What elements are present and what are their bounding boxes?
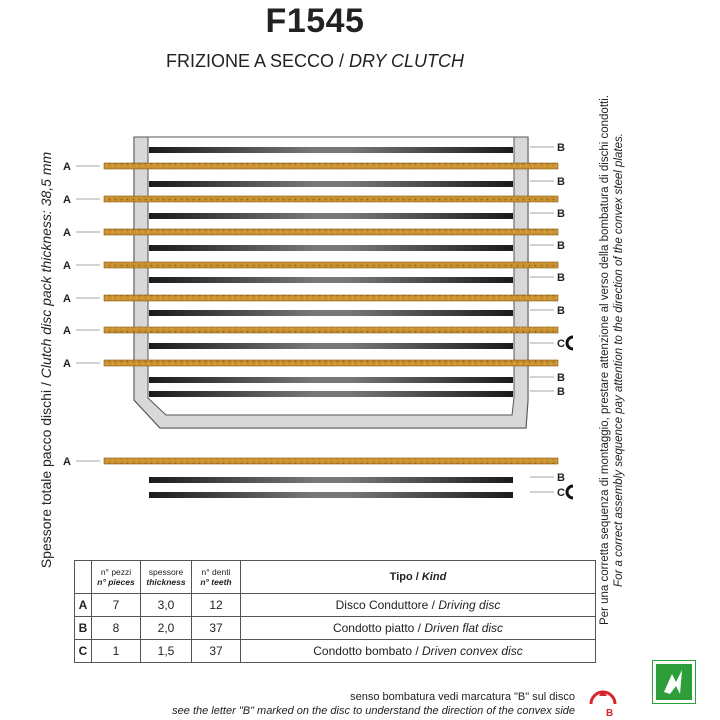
header-thickness bbox=[141, 561, 192, 594]
row-kind-en: Driving disc bbox=[438, 598, 501, 612]
row-pieces: 1 bbox=[92, 640, 141, 663]
row-kind bbox=[241, 594, 596, 617]
convex-side-icon-10 bbox=[567, 486, 573, 498]
row-teeth: 37 bbox=[192, 617, 241, 640]
row-thickness: 1,5 bbox=[141, 640, 192, 663]
label-c: C bbox=[557, 487, 565, 499]
driven-flat-disc-8 bbox=[149, 391, 513, 397]
row-code: C bbox=[75, 640, 92, 663]
row-kind-en: Driven convex disc bbox=[422, 644, 523, 658]
driving-disc-2 bbox=[104, 229, 558, 235]
brand-logo-icon bbox=[652, 660, 696, 704]
driven-flat-disc-1 bbox=[149, 181, 513, 187]
page-title: F1545 bbox=[265, 2, 365, 40]
row-kind-it: Condotto piatto / bbox=[332, 621, 425, 635]
subtitle-separator: / bbox=[334, 51, 350, 71]
header-teeth bbox=[192, 561, 241, 594]
table-header-row bbox=[75, 561, 596, 594]
header-thickness-en: thickness bbox=[146, 577, 186, 587]
driven-flat-disc-0 bbox=[149, 147, 513, 153]
row-code: B bbox=[75, 617, 92, 640]
driving-disc-4 bbox=[104, 295, 558, 301]
label-a: A bbox=[63, 194, 71, 206]
row-pieces: 7 bbox=[92, 594, 141, 617]
driven-convex-disc-10 bbox=[149, 492, 513, 498]
row-kind-it: Condotto bombato / bbox=[313, 644, 423, 658]
label-b: B bbox=[557, 372, 565, 384]
header-pieces-en: n° pieces bbox=[97, 577, 135, 587]
header-kind-it: Tipo / bbox=[389, 571, 422, 583]
pack-thickness-it: Spessore totale pacco dischi / bbox=[38, 378, 54, 569]
driven-flat-disc-7 bbox=[149, 377, 513, 383]
label-a: A bbox=[63, 161, 71, 173]
header-teeth-it: n° denti bbox=[201, 567, 231, 577]
footer-note-it: senso bombatura vedi marcatura "B" sul disco bbox=[350, 691, 575, 703]
pack-thickness-label bbox=[38, 152, 54, 568]
row-kind-it: Disco Conduttore / bbox=[335, 598, 439, 612]
driven-flat-disc-3 bbox=[149, 245, 513, 251]
label-a: A bbox=[63, 325, 71, 337]
label-a: A bbox=[63, 456, 71, 468]
driving-disc-0 bbox=[104, 163, 558, 169]
label-a: A bbox=[63, 260, 71, 272]
subtitle-it: FRIZIONE A SECCO bbox=[165, 51, 334, 71]
label-a: A bbox=[63, 358, 71, 370]
header-pieces-it: n° pezzi bbox=[100, 567, 132, 577]
header-thickness-it: spessore bbox=[148, 567, 184, 577]
table-row bbox=[75, 640, 596, 663]
row-pieces: 8 bbox=[92, 617, 141, 640]
label-a: A bbox=[63, 227, 71, 239]
assembly-note-it: Per una corretta sequenza di montaggio, prestare attenzione al verso della bombatura di dischi condotti. bbox=[599, 95, 611, 625]
driven-flat-disc-4 bbox=[149, 277, 513, 283]
table-row bbox=[75, 617, 596, 640]
row-thickness: 3,0 bbox=[141, 594, 192, 617]
label-b: B bbox=[557, 472, 565, 484]
row-kind bbox=[241, 617, 596, 640]
driving-disc-7 bbox=[104, 458, 558, 464]
assembly-note-en: For a correct assembly sequence pay attention to the direction of the convex steel plates. bbox=[613, 133, 625, 587]
label-b: B bbox=[557, 386, 565, 398]
label-b: B bbox=[557, 142, 565, 154]
header-code bbox=[75, 561, 92, 594]
convex-side-icon-6 bbox=[567, 337, 573, 349]
header-pieces bbox=[92, 561, 141, 594]
row-code: A bbox=[75, 594, 92, 617]
pack-thickness-en: Clutch disc pack thickness: 38,5 mm bbox=[38, 151, 54, 379]
row-kind-en: Driven flat disc bbox=[424, 621, 504, 635]
label-b: B bbox=[557, 305, 565, 317]
convex-direction-icon bbox=[586, 682, 620, 718]
label-b: B bbox=[557, 176, 565, 188]
footer-note-en: see the letter "B" marked on the disc to understand the direction of the convex side bbox=[172, 705, 575, 717]
driven-convex-disc-6 bbox=[149, 343, 513, 349]
label-b: B bbox=[557, 208, 565, 220]
footer-note bbox=[0, 690, 575, 718]
header-teeth-en: n° teeth bbox=[200, 577, 232, 587]
driven-flat-disc-9 bbox=[149, 477, 513, 483]
driving-disc-1 bbox=[104, 196, 558, 202]
subtitle-en: DRY CLUTCH bbox=[349, 51, 465, 71]
disc-spec-table bbox=[74, 560, 596, 663]
driving-disc-6 bbox=[104, 360, 558, 366]
header-kind bbox=[241, 561, 596, 594]
header-kind-en: Kind bbox=[421, 571, 447, 583]
label-a: A bbox=[63, 293, 71, 305]
driven-flat-disc-2 bbox=[149, 213, 513, 219]
driving-disc-3 bbox=[104, 262, 558, 268]
driving-disc-5 bbox=[104, 327, 558, 333]
label-b: B bbox=[557, 272, 565, 284]
row-kind bbox=[241, 640, 596, 663]
row-thickness: 2,0 bbox=[141, 617, 192, 640]
label-b: B bbox=[557, 240, 565, 252]
row-teeth: 12 bbox=[192, 594, 241, 617]
label-c: C bbox=[557, 338, 565, 350]
driven-flat-disc-5 bbox=[149, 310, 513, 316]
convex-mark-letter: B bbox=[606, 708, 614, 718]
table-row bbox=[75, 594, 596, 617]
row-teeth: 37 bbox=[192, 640, 241, 663]
